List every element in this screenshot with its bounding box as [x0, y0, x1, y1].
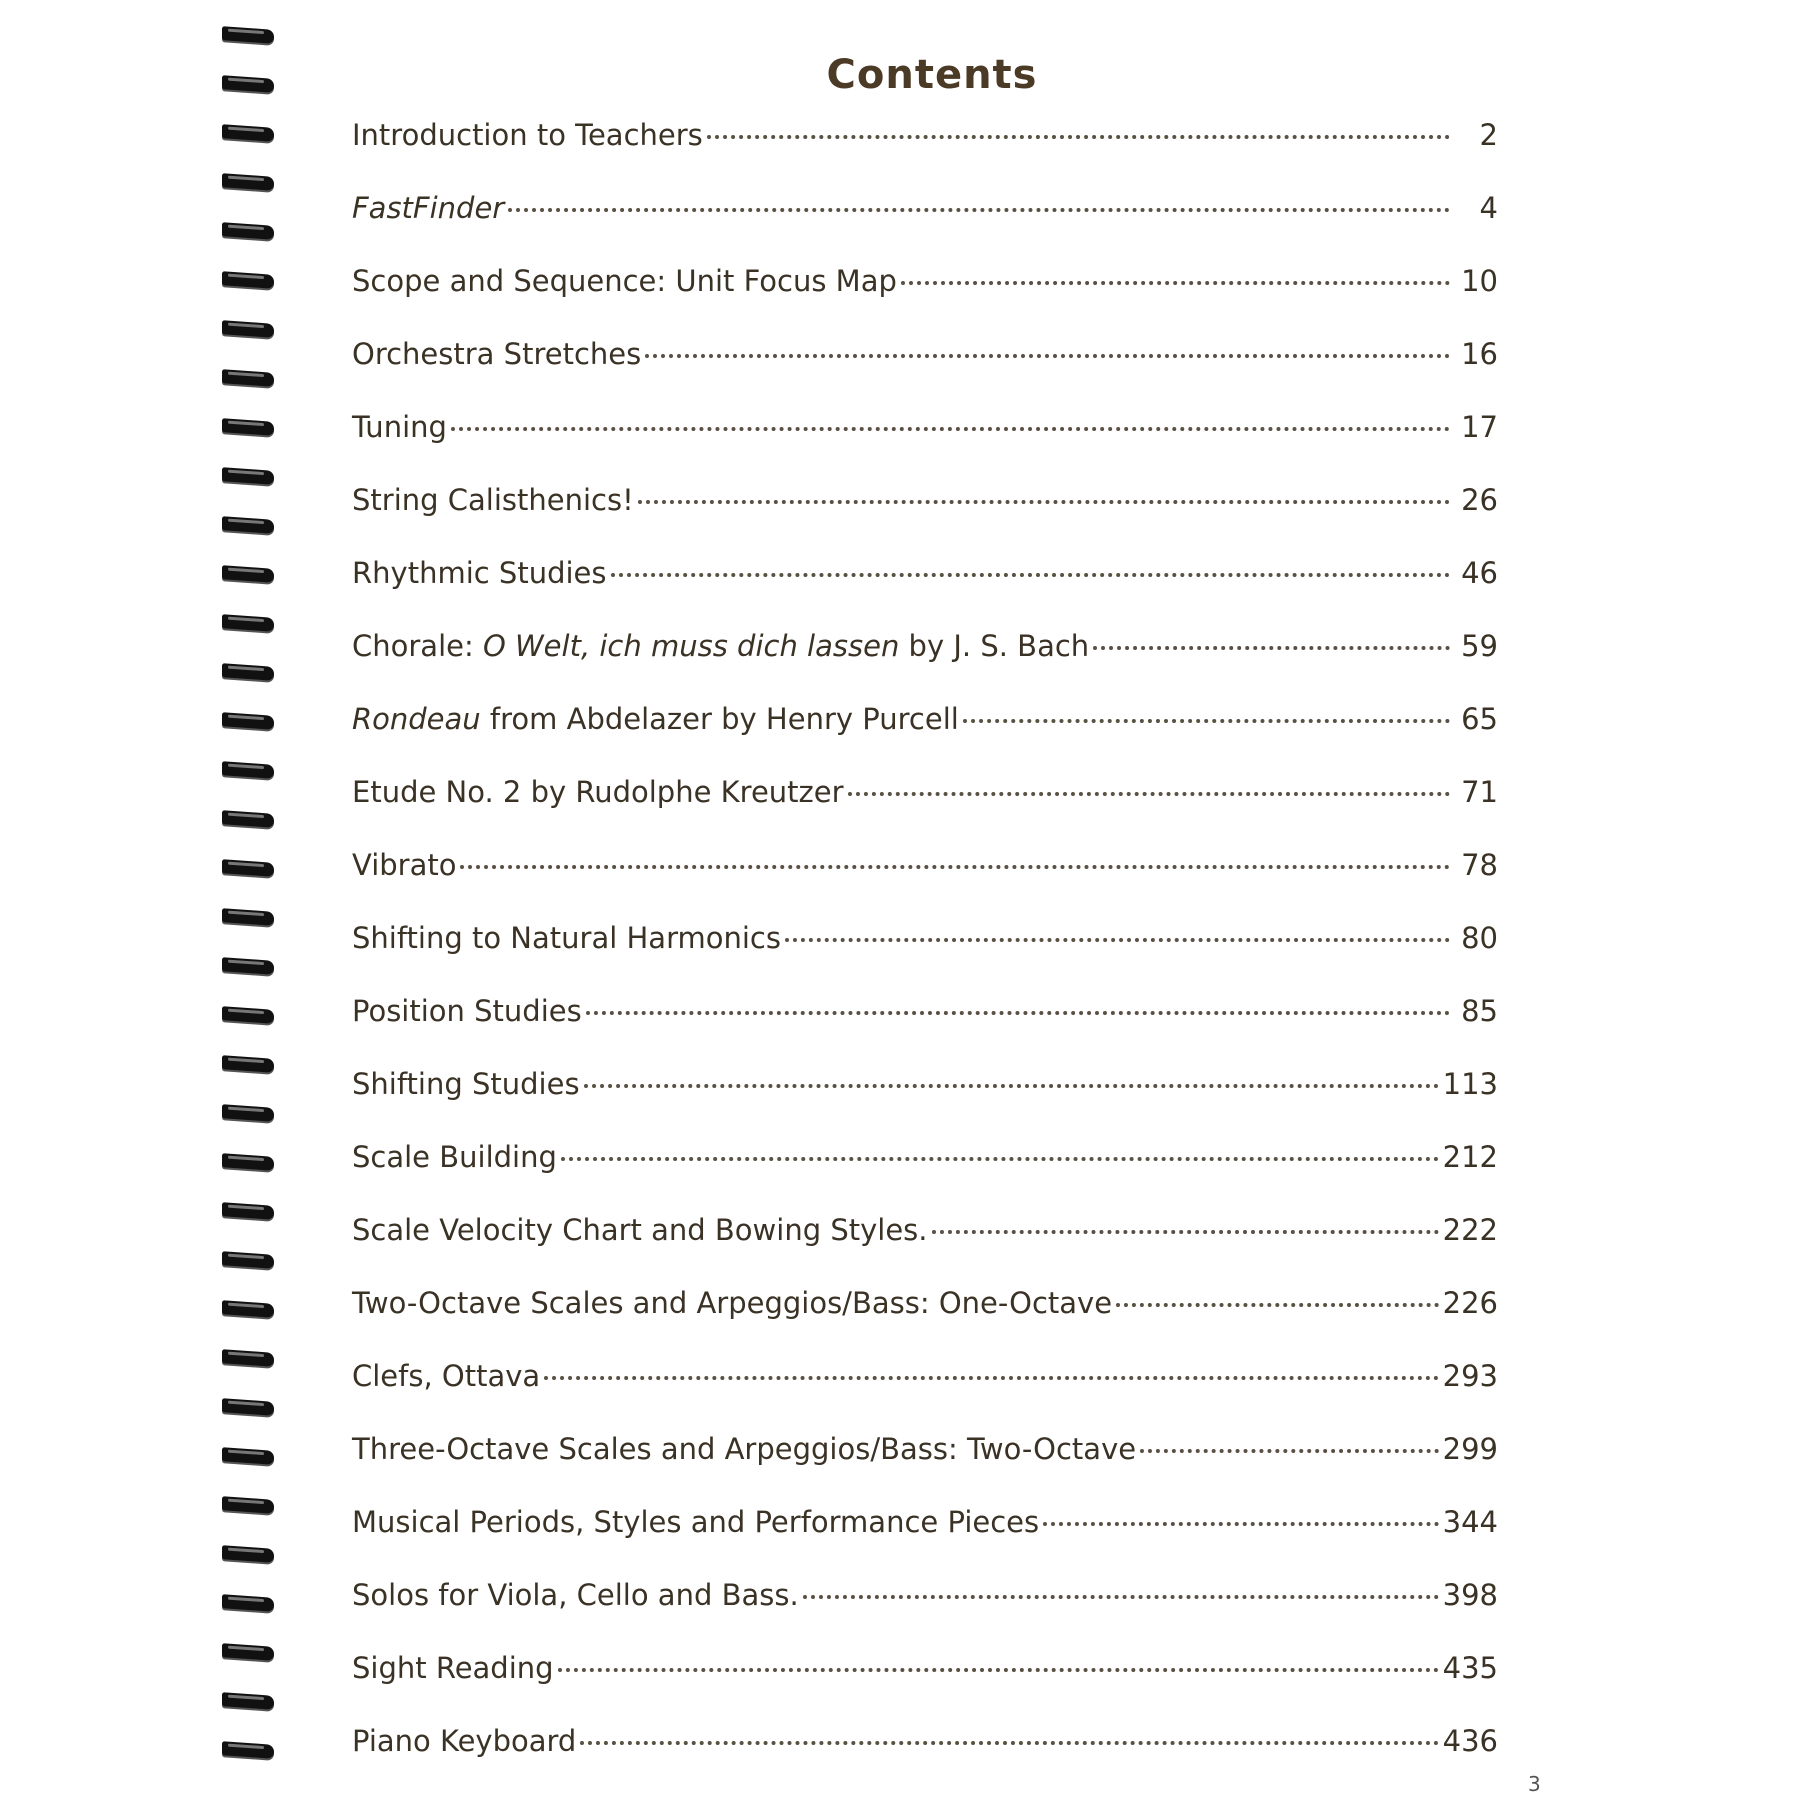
toc-entry-label	[352, 191, 504, 225]
dot-leader	[451, 427, 1450, 431]
toc-entry-page: 226	[1442, 1286, 1498, 1320]
work-title: Rondeau	[352, 702, 481, 736]
toc-entry-page: 113	[1442, 1067, 1498, 1101]
toc-entry-label: Rondeau from Abdelazer by Henry Purcell	[352, 702, 959, 736]
binding-coil	[222, 565, 274, 583]
toc-entry[interactable]	[352, 483, 1498, 556]
toc-entry-label: Scale Velocity Chart and Bowing Styles.	[352, 1213, 928, 1247]
toc-entry-label: Three-Octave Scales and Arpeggios/Bass: Two-Octave	[352, 1432, 1137, 1466]
toc-entry-page: 65	[1461, 702, 1498, 736]
toc-entry-label: Musical Periods, Styles and Performance Pieces	[352, 1505, 1040, 1539]
toc-entry-page: 2	[1479, 118, 1498, 152]
toc-entry-page: 78	[1461, 848, 1498, 882]
toc-entry-label: Clefs, Ottava	[352, 1359, 541, 1393]
binding-coil	[222, 1643, 274, 1661]
toc-entry-page: 299	[1442, 1432, 1498, 1466]
toc-entry[interactable]	[352, 1213, 1498, 1286]
toc-entry[interactable]	[352, 994, 1498, 1067]
toc-entry[interactable]	[352, 1286, 1498, 1359]
binding-coil	[222, 1398, 274, 1416]
binding-coil	[222, 761, 274, 779]
dot-leader	[508, 208, 1450, 212]
page-title: Contents	[826, 52, 1038, 98]
toc-entry[interactable]	[352, 921, 1498, 994]
work-title: O Welt, ich muss dich lassen	[482, 629, 900, 663]
toc-entry[interactable]	[352, 337, 1498, 410]
toc-entry-label: Etude No. 2 by Rudolphe Kreutzer	[352, 775, 844, 809]
binding-coil	[222, 516, 274, 534]
toc-entry-page: 398	[1442, 1578, 1498, 1612]
toc-entry[interactable]	[352, 629, 1498, 702]
toc-entry-page: 59	[1461, 629, 1498, 663]
binding-coil	[222, 1447, 274, 1465]
toc-entry-page: 80	[1461, 921, 1498, 955]
binding-coil	[222, 1300, 274, 1318]
binding-coil	[222, 1741, 274, 1759]
dot-leader	[584, 1084, 1439, 1088]
work-title: FastFinder	[352, 191, 505, 225]
toc-entry-label: Shifting Studies	[352, 1067, 580, 1101]
binding-coil	[222, 1251, 274, 1269]
binding-coil	[222, 1153, 274, 1171]
dot-leader	[785, 938, 1450, 942]
toc-entry[interactable]	[352, 118, 1498, 191]
table-of-contents	[352, 118, 1498, 1797]
dot-leader	[848, 792, 1450, 796]
binding-coil	[222, 1594, 274, 1612]
toc-entry-page: 222	[1442, 1213, 1498, 1247]
toc-entry[interactable]	[352, 702, 1498, 775]
toc-entry-page: 344	[1442, 1505, 1498, 1539]
toc-entry-label: Tuning	[352, 410, 447, 444]
binding-coil	[222, 859, 274, 877]
dot-leader	[963, 719, 1450, 723]
dot-leader	[558, 1668, 1439, 1672]
toc-entry-label: Shifting to Natural Harmonics	[352, 921, 781, 955]
toc-entry-page: 435	[1442, 1651, 1498, 1685]
binding-coil	[222, 1496, 274, 1514]
toc-entry[interactable]	[352, 775, 1498, 848]
toc-entry-label: Two-Octave Scales and Arpeggios/Bass: One-Octave	[352, 1286, 1113, 1320]
binding-coil	[222, 173, 274, 191]
toc-entry[interactable]	[352, 410, 1498, 483]
dot-leader	[932, 1230, 1439, 1234]
toc-entry[interactable]	[352, 1505, 1498, 1578]
binding-coil	[222, 369, 274, 387]
toc-entry-page: 85	[1461, 994, 1498, 1028]
toc-entry-label: Rhythmic Studies	[352, 556, 607, 590]
dot-leader	[1043, 1522, 1439, 1526]
page-number: 3	[1528, 1772, 1541, 1796]
toc-entry-page: 71	[1461, 775, 1498, 809]
binding-coil	[222, 810, 274, 828]
binding-coil	[222, 467, 274, 485]
binding-coil	[222, 908, 274, 926]
toc-entry[interactable]	[352, 1724, 1498, 1797]
binding-coil	[222, 1006, 274, 1024]
dot-leader	[901, 281, 1450, 285]
toc-entry-label: Position Studies	[352, 994, 582, 1028]
toc-entry-page: 293	[1442, 1359, 1498, 1393]
binding-coil	[222, 614, 274, 632]
binding-coil	[222, 1202, 274, 1220]
dot-leader	[707, 135, 1450, 139]
toc-entry[interactable]	[352, 191, 1498, 264]
dot-leader	[1093, 646, 1450, 650]
dot-leader	[1116, 1303, 1439, 1307]
toc-entry-label: Solos for Viola, Cello and Bass.	[352, 1578, 799, 1612]
binding-coil	[222, 663, 274, 681]
toc-entry-label: Scope and Sequence: Unit Focus Map	[352, 264, 897, 298]
toc-entry-label: String Calisthenics!	[352, 483, 634, 517]
toc-entry[interactable]	[352, 264, 1498, 337]
binding-coil	[222, 1349, 274, 1367]
toc-entry[interactable]	[352, 848, 1498, 921]
dot-leader	[544, 1376, 1438, 1380]
toc-entry[interactable]	[352, 1432, 1498, 1505]
toc-entry-label: Vibrato	[352, 848, 457, 882]
toc-entry-label: Chorale: O Welt, ich muss dich lassen by J. S. Bach	[352, 629, 1090, 663]
binding-coil	[222, 26, 274, 44]
binding-coil	[222, 271, 274, 289]
binding-coil	[222, 124, 274, 142]
binding-coil	[222, 712, 274, 730]
dot-leader	[1140, 1449, 1439, 1453]
toc-entry-label: Scale Building	[352, 1140, 557, 1174]
toc-entry-page: 16	[1461, 337, 1498, 371]
binding-coil	[222, 222, 274, 240]
toc-entry[interactable]	[352, 556, 1498, 629]
spiral-binding	[222, 28, 278, 1793]
toc-entry-page: 17	[1461, 410, 1498, 444]
toc-entry-label: Introduction to Teachers	[352, 118, 703, 152]
dot-leader	[611, 573, 1451, 577]
toc-entry[interactable]	[352, 1140, 1498, 1213]
toc-entry-label: Piano Keyboard	[352, 1724, 577, 1758]
dot-leader	[460, 865, 1450, 869]
dot-leader	[561, 1157, 1439, 1161]
toc-entry[interactable]	[352, 1359, 1498, 1432]
dot-leader	[586, 1011, 1450, 1015]
dot-leader	[645, 354, 1450, 358]
dot-leader	[803, 1595, 1439, 1599]
binding-coil	[222, 1545, 274, 1563]
toc-entry[interactable]	[352, 1067, 1498, 1140]
binding-coil	[222, 1055, 274, 1073]
toc-entry-page: 4	[1479, 191, 1498, 225]
toc-entry-page: 46	[1461, 556, 1498, 590]
toc-entry-page: 10	[1461, 264, 1498, 298]
dot-leader	[580, 1741, 1438, 1745]
binding-coil	[222, 418, 274, 436]
toc-entry[interactable]	[352, 1578, 1498, 1651]
toc-entry-label: Sight Reading	[352, 1651, 554, 1685]
binding-coil	[222, 320, 274, 338]
toc-entry-page: 436	[1442, 1724, 1498, 1758]
toc-entry[interactable]	[352, 1651, 1498, 1724]
binding-coil	[222, 1692, 274, 1710]
binding-coil	[222, 1104, 274, 1122]
toc-entry-page: 26	[1461, 483, 1498, 517]
binding-coil	[222, 957, 274, 975]
toc-entry-page: 212	[1442, 1140, 1498, 1174]
toc-entry-label: Orchestra Stretches	[352, 337, 642, 371]
dot-leader	[638, 500, 1450, 504]
